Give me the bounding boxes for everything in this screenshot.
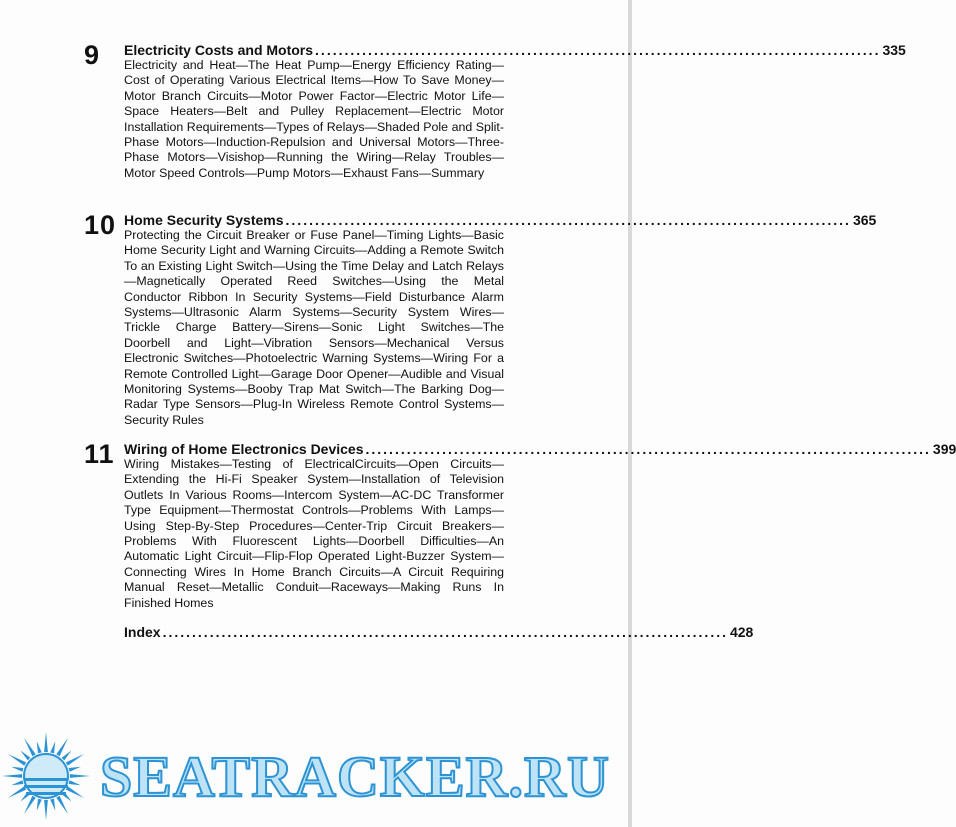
sun-ray [62, 751, 72, 761]
index-page: 428 [729, 624, 754, 640]
sun-ray [50, 741, 55, 753]
sun-ray [37, 799, 42, 811]
chapter-number: 9 [84, 40, 101, 70]
sun-ray [11, 767, 23, 772]
dot-leader: ................................................................................................ [365, 441, 931, 457]
sun-ray [44, 732, 48, 752]
sun-ray [69, 780, 81, 785]
chapter-description: Wiring Mistakes—Testing of ElectricalCircuits—Open Circuits—Extending the Hi-Fi Speaker System—Installation of Television Outlets In Various Rooms—Intercom System—AC-DC Transformer Type Equipment—Thermostat Controls—Problems With Lamps—Using Step-By-Step Procedures—Center-Trip Circuit Breakers—Problems With Fluorescent Lights—Doorbell Difficulties—An Automatic Light Circuit—Flip-Flop Operated Light-Buzzer System—Connecting Wires In Home Branch Circuits—A Circuit Requiring Manual Reset—Metallic Conduit—Raceways—Making Runs In Finished Homes [124, 457, 504, 610]
sun-ray [70, 774, 90, 778]
sun-ray [56, 796, 68, 814]
dot-leader: ................................................................................................ [315, 42, 881, 58]
chapter-number: 10 [84, 210, 117, 240]
sun-ray [24, 738, 36, 756]
index-entry [124, 624, 754, 640]
sun-ray [37, 741, 42, 753]
dot-leader: ................................................................................................ [285, 212, 851, 228]
watermark-text: SEATRACKER.RU [100, 744, 610, 809]
sun-ray [66, 754, 84, 766]
sun-ray [56, 738, 68, 756]
sun-ray [8, 754, 26, 766]
page-edge [628, 0, 632, 827]
chapter-number: 11 [84, 439, 115, 469]
chapter-title: Electricity Costs and Motors [124, 42, 314, 58]
sun-ray [50, 799, 55, 811]
chapter-title: Home Security Systems [124, 212, 284, 228]
sun-ray [66, 786, 84, 798]
sun-ray [24, 796, 36, 814]
chapter-description: Electricity and Heat—The Heat Pump—Energy Efficiency Rating—Cost of Operating Various Electrical Items—How To Save Money—Motor Branch Circuits—Motor Power Factor—Electric Motor Life—Space Heaters—Belt and Pulley Replacement—Electric Motor Installation Requirements—Types of Relays—Shaded Pole and Split-Phase Motors—Induction-Repulsion and Universal Motors—Three-Phase Motors—Visishop—Running the Wiring—Relay Troubles—Motor Speed Controls—Pump Motors—Exhaust Fans—Summary [124, 58, 504, 180]
sun-ray [44, 800, 48, 820]
sun-ray [21, 751, 31, 761]
sun-ray [8, 786, 26, 798]
chapter-heading [124, 441, 956, 457]
chapter-title: Wiring of Home Electronics Devices [124, 441, 364, 457]
dot-leader: ................................................................................................ [162, 624, 728, 640]
chapter-page: 335 [882, 42, 906, 58]
chapter-description: Protecting the Circuit Breaker or Fuse Panel—Timing Lights—Basic Home Security Light and Warning Circuits—Adding a Remote Switch To an Existing Light Switch—Using the Time Delay and Latch Relays—Magnetically Operated Reed Switches—Using the Metal Conductor Ribbon In Security Systems—Field Disturbance Alarm Systems—Ultrasonic Alarm Systems—Security System Wires—Trickle Charge Battery—Sirens—Sonic Light Switches—The Doorbell and Light—Vibration Sensors—Mechanical Versus Electronic Switches—Photoelectric Warning Systems—Wiring For a Remote Controlled Light—Garage Door Opener—Audible and Visual Monitoring Systems—Booby Trap Mat Switch—The Barking Dog—Radar Type Sensors—Plug-In Wireless Remote Control Systems—Security Rules [124, 228, 504, 427]
sun-ray [11, 780, 23, 785]
sun-ray [69, 767, 81, 772]
chapter-page: 365 [852, 212, 877, 228]
chapter-page: 399 [932, 441, 956, 457]
index-label: Index [124, 624, 161, 640]
sun-ray [2, 774, 22, 778]
chapter-heading [124, 42, 906, 58]
chapter-heading [124, 212, 877, 228]
